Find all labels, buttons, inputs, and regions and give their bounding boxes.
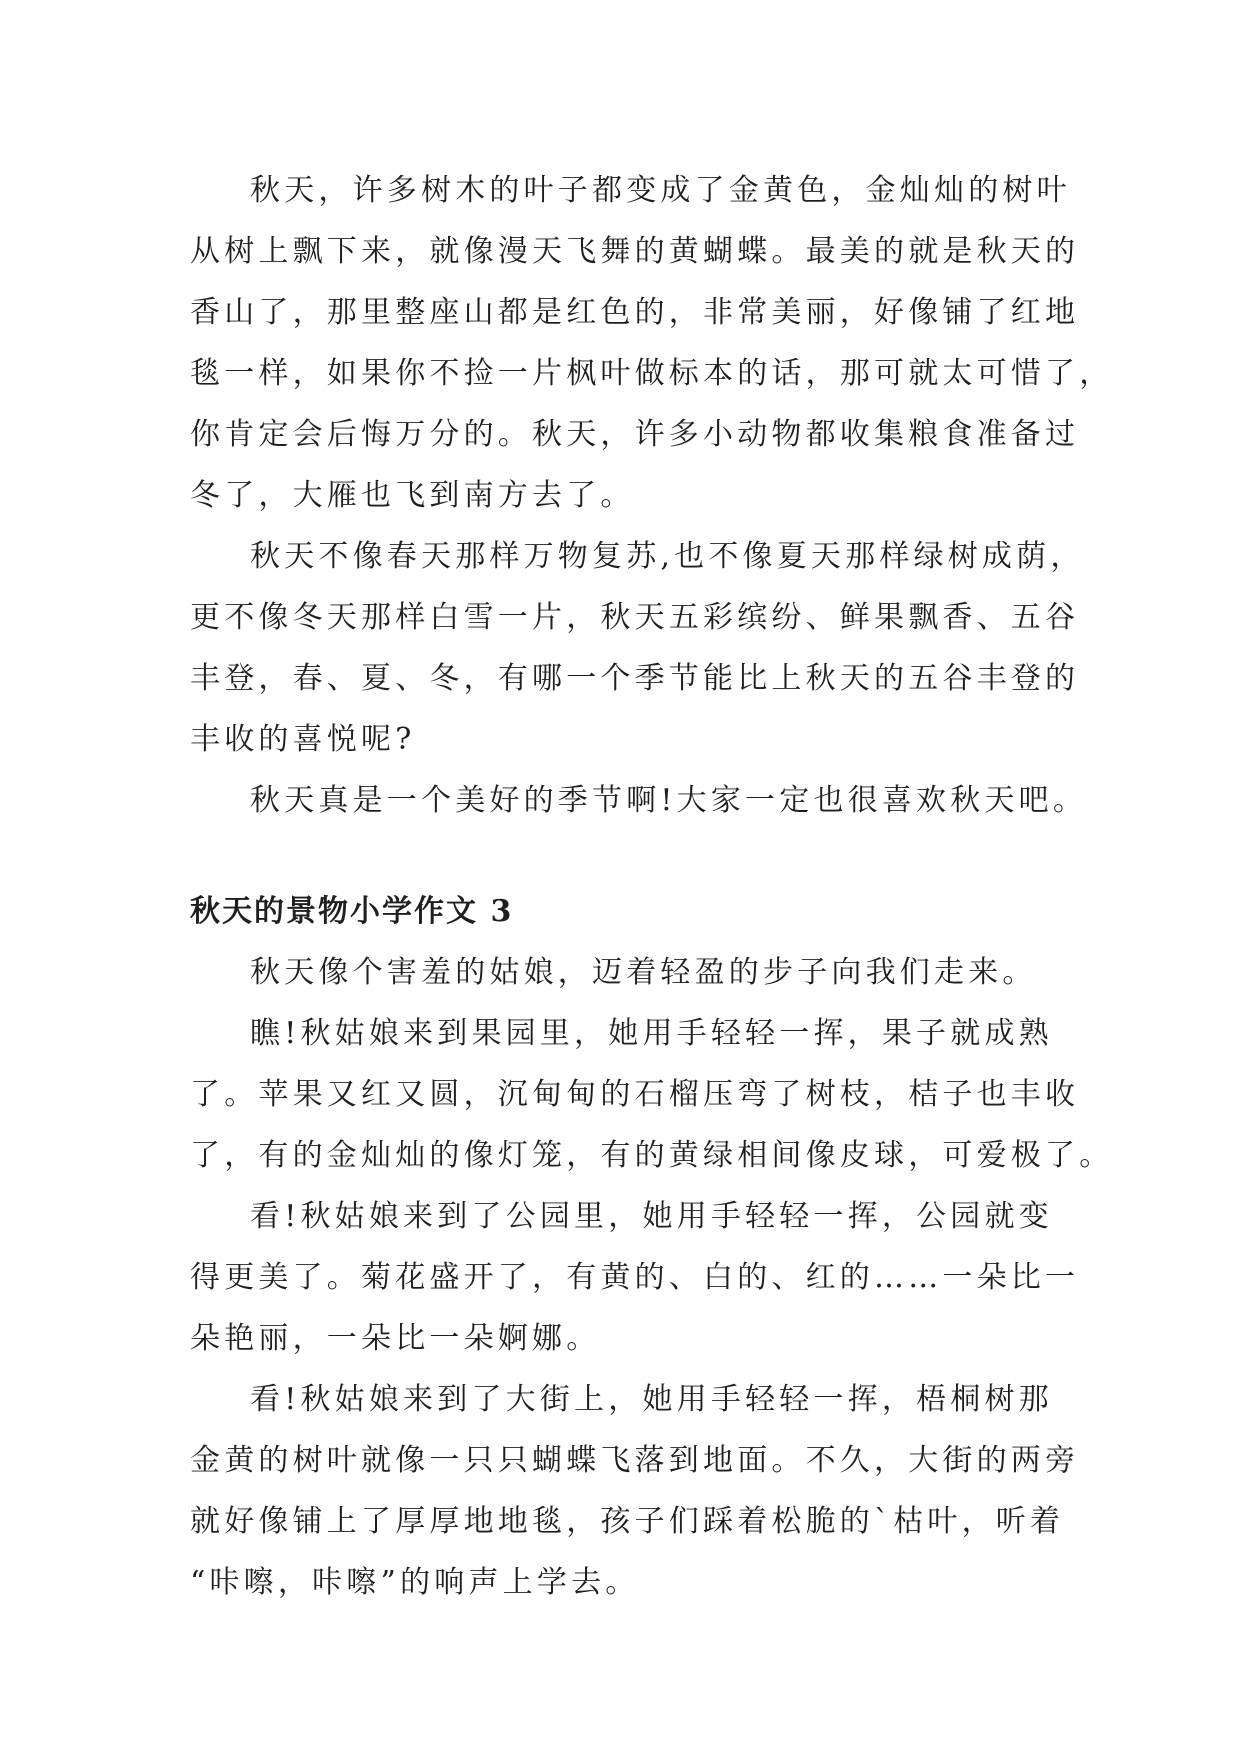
- paragraph-autumn-arrives: [190, 942, 1060, 1003]
- text-line: 秋天像个害羞的姑娘，迈着轻盈的步子向我们走来。: [250, 955, 1037, 990]
- text-line: 你肯定会后悔万分的。秋天，许多小动物都收集粮食准备过: [190, 417, 1080, 452]
- essay-title: 秋天的景物小学作文 3: [190, 894, 514, 929]
- text-line: 更不像冬天那样白雪一片，秋天五彩缤纷、鲜果飘香、五谷: [190, 600, 1080, 635]
- text-line: 秋天，许多树木的叶子都变成了金黄色，金灿灿的树叶: [250, 173, 1071, 208]
- text-line: 毯一样，如果你不捡一片枫叶做标本的话，那可就太可惜了，: [190, 356, 1114, 391]
- text-line: “咔嚓，咔嚓”的响声上学去。: [190, 1565, 640, 1600]
- text-line: 从树上飘下来，就像漫天飞舞的黄蝴蝶。最美的就是秋天的: [190, 234, 1080, 269]
- text-line: 就好像铺上了厚厚地地毯，孩子们踩着松脆的`枯叶，听着: [190, 1504, 1065, 1539]
- paragraph-autumn-comparison: [190, 526, 1085, 770]
- text-line: 朵艳丽，一朵比一朵婀娜。: [190, 1321, 601, 1356]
- text-line: 丰登，春、夏、冬，有哪一个季节能比上秋天的五谷丰登的: [190, 661, 1080, 696]
- text-line: 看!秋姑娘来到了大街上，她用手轻轻一挥，梧桐树那: [250, 1382, 1053, 1417]
- paragraph-autumn-leaves: [190, 160, 1114, 526]
- text-line: 秋天不像春天那样万物复苏,也不像夏天那样绿树成荫，: [250, 539, 1085, 574]
- text-line: 看!秋姑娘来到了公园里，她用手轻轻一挥，公园就变: [250, 1199, 1053, 1234]
- text-line: 得更美了。菊花盛开了，有黄的、白的、红的……一朵比一: [190, 1260, 1080, 1295]
- paragraph-park: [190, 1186, 1080, 1369]
- text-line: 秋天真是一个美好的季节啊!大家一定也很喜欢秋天吧。: [250, 783, 1088, 818]
- text-line: 瞧!秋姑娘来到果园里，她用手轻轻一挥，果子就成熟: [250, 1016, 1053, 1051]
- text-line: 金黄的树叶就像一只只蝴蝶飞落到地面。不久，大街的两旁: [190, 1443, 1080, 1478]
- text-line: 丰收的喜悦呢?: [190, 722, 416, 757]
- paragraph-street: [190, 1369, 1080, 1613]
- text-line: 冬了，大雁也飞到南方去了。: [190, 478, 635, 513]
- text-line: 了。苹果又红又圆，沉甸甸的石榴压弯了树枝，桔子也丰收: [190, 1077, 1080, 1112]
- essay-content: [190, 160, 1114, 1613]
- text-line: 香山了，那里整座山都是红色的，非常美丽，好像铺了红地: [190, 295, 1080, 330]
- paragraph-orchard: [190, 1003, 1114, 1186]
- section-gap: [190, 831, 1060, 881]
- text-line: 了，有的金灿灿的像灯笼，有的黄绿相间像皮球，可爱极了。: [190, 1138, 1114, 1173]
- paragraph-autumn-conclusion: [190, 770, 1088, 831]
